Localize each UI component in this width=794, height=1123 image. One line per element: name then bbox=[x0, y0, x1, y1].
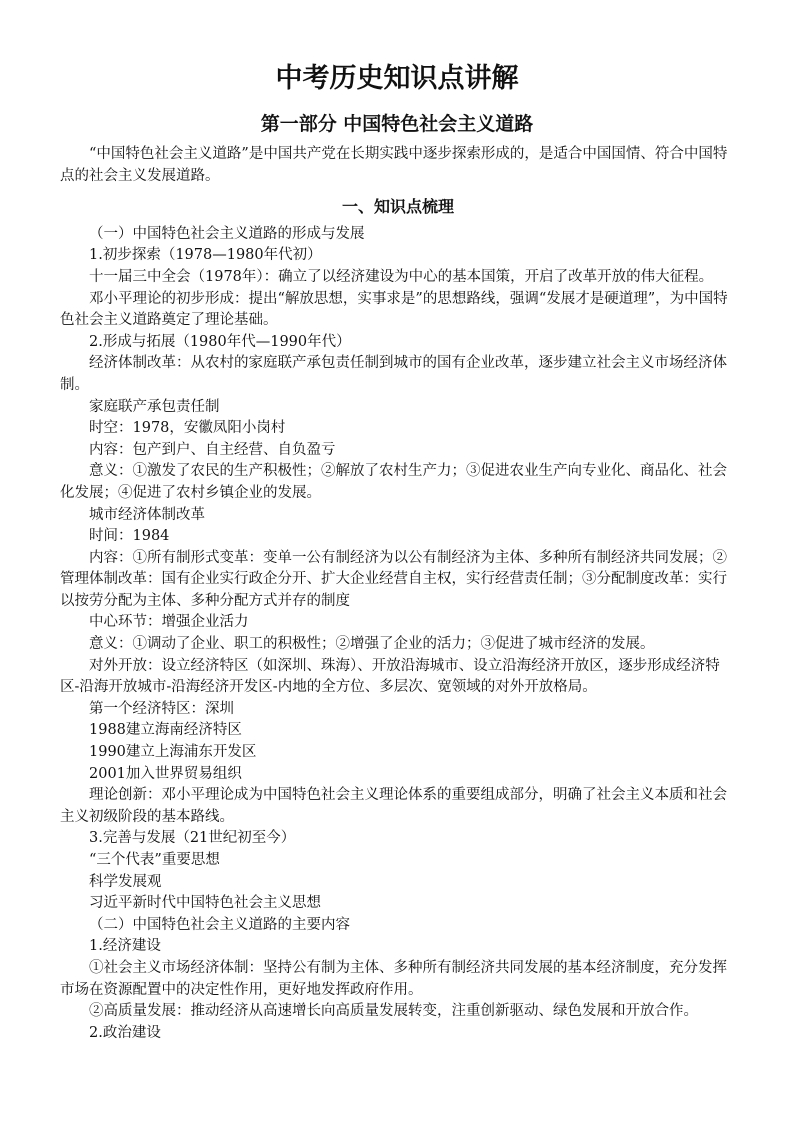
paragraph-market-economy: ①社会主义市场经济体制：坚持公有制为主体、多种所有制经济共同发展的基本经济制度，充分发挥市场在资源配置中的决定性作用，更好地发挥政府作用。 bbox=[60, 959, 727, 998]
intro-paragraph: “中国特色社会主义道路”是中国共产党在长期实践中逐步探索形成的，是适合中国国情、符合中国特点的社会主义发展道路。 bbox=[60, 146, 728, 184]
paragraph-third-plenum: 十一届三中全会（1978年）：确立了以经济建设为中心的基本国策，开启了改革开放的伟大征程。 bbox=[89, 268, 714, 285]
line-household-responsibility: 家庭联产承包责任制 bbox=[89, 398, 220, 415]
line-urban-reform: 城市经济体制改革 bbox=[89, 506, 205, 523]
paragraph-urban-content: 内容：①所有制形式变革：变单一公有制经济为以公有制经济为主体、多种所有制经济共同发展；②管理体制改革：国有企业实行政企分开、扩大企业经营自主权，实行经营责任制；③分配制度改革：实行以按劳分配为主体、多种分配方式并存的制度 bbox=[60, 549, 727, 609]
paragraph-economic-reform: 经济体制改革：从农村的家庭联产承包责任制到城市的国有企业改革，逐步建立社会主义市场经济体制。 bbox=[60, 355, 727, 393]
line-wto: 2001加入世界贸易组织 bbox=[89, 765, 242, 782]
paragraph-deng-theory: 邓小平理论的初步形成：提出“解放思想，实事求是”的思想路线，强调“发展才是硬道理”，为中国特色社会主义道路奠定了理论基础。 bbox=[60, 290, 728, 329]
subsection-heading-formation: （一）中国特色社会主义道路的形成与发展 bbox=[89, 225, 365, 242]
item-heading-formation-expansion: 2.形成与拓展（1980年代—1990年代） bbox=[89, 333, 351, 350]
document-subtitle: 第一部分 中国特色社会主义道路 bbox=[260, 113, 534, 135]
document-body bbox=[60, 144, 736, 1044]
paragraph-theory-innovation: 理论创新：邓小平理论成为中国特色社会主义理论体系的重要组成部分，明确了社会主义本质和社会主义初级阶段的基本路线。 bbox=[60, 787, 727, 825]
document-title: 中考历史知识点讲解 bbox=[275, 63, 519, 94]
line-three-represents: “三个代表”重要思想 bbox=[89, 852, 220, 868]
item-heading-economic: 1.经济建设 bbox=[89, 938, 161, 955]
paragraph-significance-rural: 意义：①激发了农民的生产积极性；②解放了农村生产力；③促进农业生产向专业化、商品化、社会化发展；④促进了农村乡镇企业的发展。 bbox=[60, 463, 727, 501]
item-heading-political: 2.政治建设 bbox=[89, 1024, 161, 1041]
line-time-place: 时空：1978，安徽凤阳小岗村 bbox=[89, 420, 286, 437]
line-scientific-outlook: 科学发展观 bbox=[89, 873, 162, 890]
line-central-link: 中心环节：增强企业活力 bbox=[89, 614, 249, 631]
section-heading-knowledge: 一、知识点梳理 bbox=[341, 197, 454, 217]
line-xi-thought: 习近平新时代中国特色社会主义思想 bbox=[89, 895, 321, 912]
item-heading-improvement: 3.完善与发展（21世纪初至今） bbox=[89, 830, 296, 847]
subsection-heading-main-content: （二）中国特色社会主义道路的主要内容 bbox=[89, 916, 350, 933]
paragraph-opening-up: 对外开放：设立经济特区（如深圳、珠海）、开放沿海城市、设立沿海经济开放区，逐步形成经济特区-沿海开放城市-沿海经济开发区-内地的全方位、多层次、宽领域的对外开放格局。 bbox=[60, 657, 720, 696]
line-significance-urban: 意义：①调动了企业、职工的积极性；②增强了企业的活力；③促进了城市经济的发展。 bbox=[89, 636, 655, 653]
paragraph-high-quality: ②高质量发展：推动经济从高速增长向高质量发展转变，注重创新驱动、绿色发展和开放合作。 bbox=[89, 1003, 698, 1020]
line-first-sez: 第一个经济特区：深圳 bbox=[89, 700, 234, 717]
line-hainan: 1988建立海南经济特区 bbox=[89, 722, 242, 739]
line-pudong: 1990建立上海浦东开发区 bbox=[89, 744, 257, 761]
item-heading-initial-exploration: 1.初步探索（1978—1980年代初） bbox=[89, 247, 322, 264]
line-time-1984: 时间：1984 bbox=[89, 528, 170, 545]
line-content: 内容：包产到户、自主经营、自负盈亏 bbox=[89, 441, 336, 458]
